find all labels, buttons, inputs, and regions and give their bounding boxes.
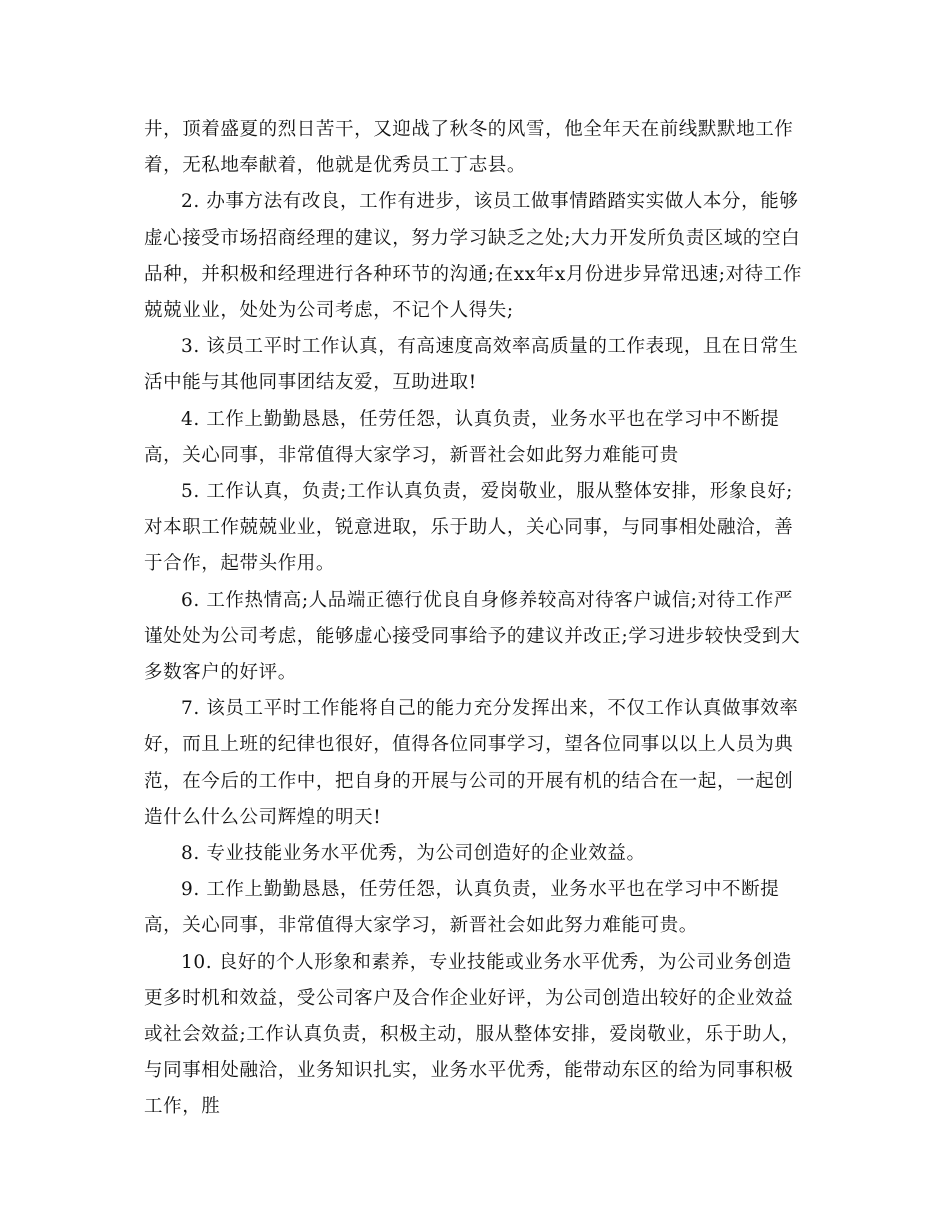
paragraph-item-2: 2. 办事方法有改良，工作有进步，该员工做事情踏踏实实做人本分，能够虚心接受市场招商经理的建议，努力学习缺乏之处;大力开发所负责区域的空白品种，并积极和经理进行各种环节的沟通;在xx年x月份进步异常迅速;对待工作兢兢业业，处处为公司考虑，不记个人得失; — [144, 191, 802, 322]
paragraph-item-4: 4. 工作上勤勤恳恳，任劳任怨，认真负责，业务水平也在学习中不断提高，关心同事，非常值得大家学习，新晋社会如此努力难能可贵 — [144, 408, 780, 466]
paragraph-item-10: 10. 良好的个人形象和素养，专业技能或业务水平优秀，为公司业务创造更多时机和效益，受公司客户及合作企业好评，为公司创造出较好的企业效益或社会效益;工作认真负责，积极主动，服从整体安排，爱岗敬业，乐于助人，与同事相处融洽，业务知识扎实，业务水平优秀，能带动东区的给为同事积极工作，胜 — [144, 951, 801, 1118]
paragraph-item-3: 3. 该员工平时工作认真，有高速度高效率高质量的工作表现，且在日常生活中能与其他同事团结友爱，互助进取! — [144, 336, 799, 394]
paragraph-item-9: 9. 工作上勤勤恳恳，任劳任怨，认真负责，业务水平也在学习中不断提高，关心同事，非常值得大家学习，新晋社会如此努力难能可贵。 — [144, 879, 780, 937]
paragraph-item-8: 8. 专业技能业务水平优秀，为公司创造好的企业效益。 — [181, 843, 646, 865]
paragraph-item-6: 6. 工作热情高;人品端正德行优良自身修养较高对待客户诚信;对待工作严谨处处为公司考虑，能够虚心接受同事给予的建议并改正;学习进步较快受到大多数客户的好评。 — [144, 589, 801, 684]
paragraph-item-7: 7. 该员工平时工作能将自己的能力充分发挥出来，不仅工作认真做事效率好，而且上班的纪律也很好，值得各位同事学习，望各位同事以以上人员为典范，在今后的工作中，把自身的开展与公司的开展有机的结合在一起，一起创造什么什么公司辉煌的明天! — [144, 698, 799, 828]
document-body — [144, 112, 808, 1126]
paragraph-continuation: 井，顶着盛夏的烈日苦干，又迎战了秋冬的风雪，他全年天在前线默默地工作着，无私地奉献着，他就是优秀员工丁志县。 — [144, 119, 794, 177]
paragraph-item-5: 5. 工作认真，负责;工作认真负责，爱岗敬业，服从整体安排，形象良好;对本职工作兢兢业业，锐意进取，乐于助人，关心同事，与同事相处融洽，善于合作，起带头作用。 — [144, 481, 794, 575]
